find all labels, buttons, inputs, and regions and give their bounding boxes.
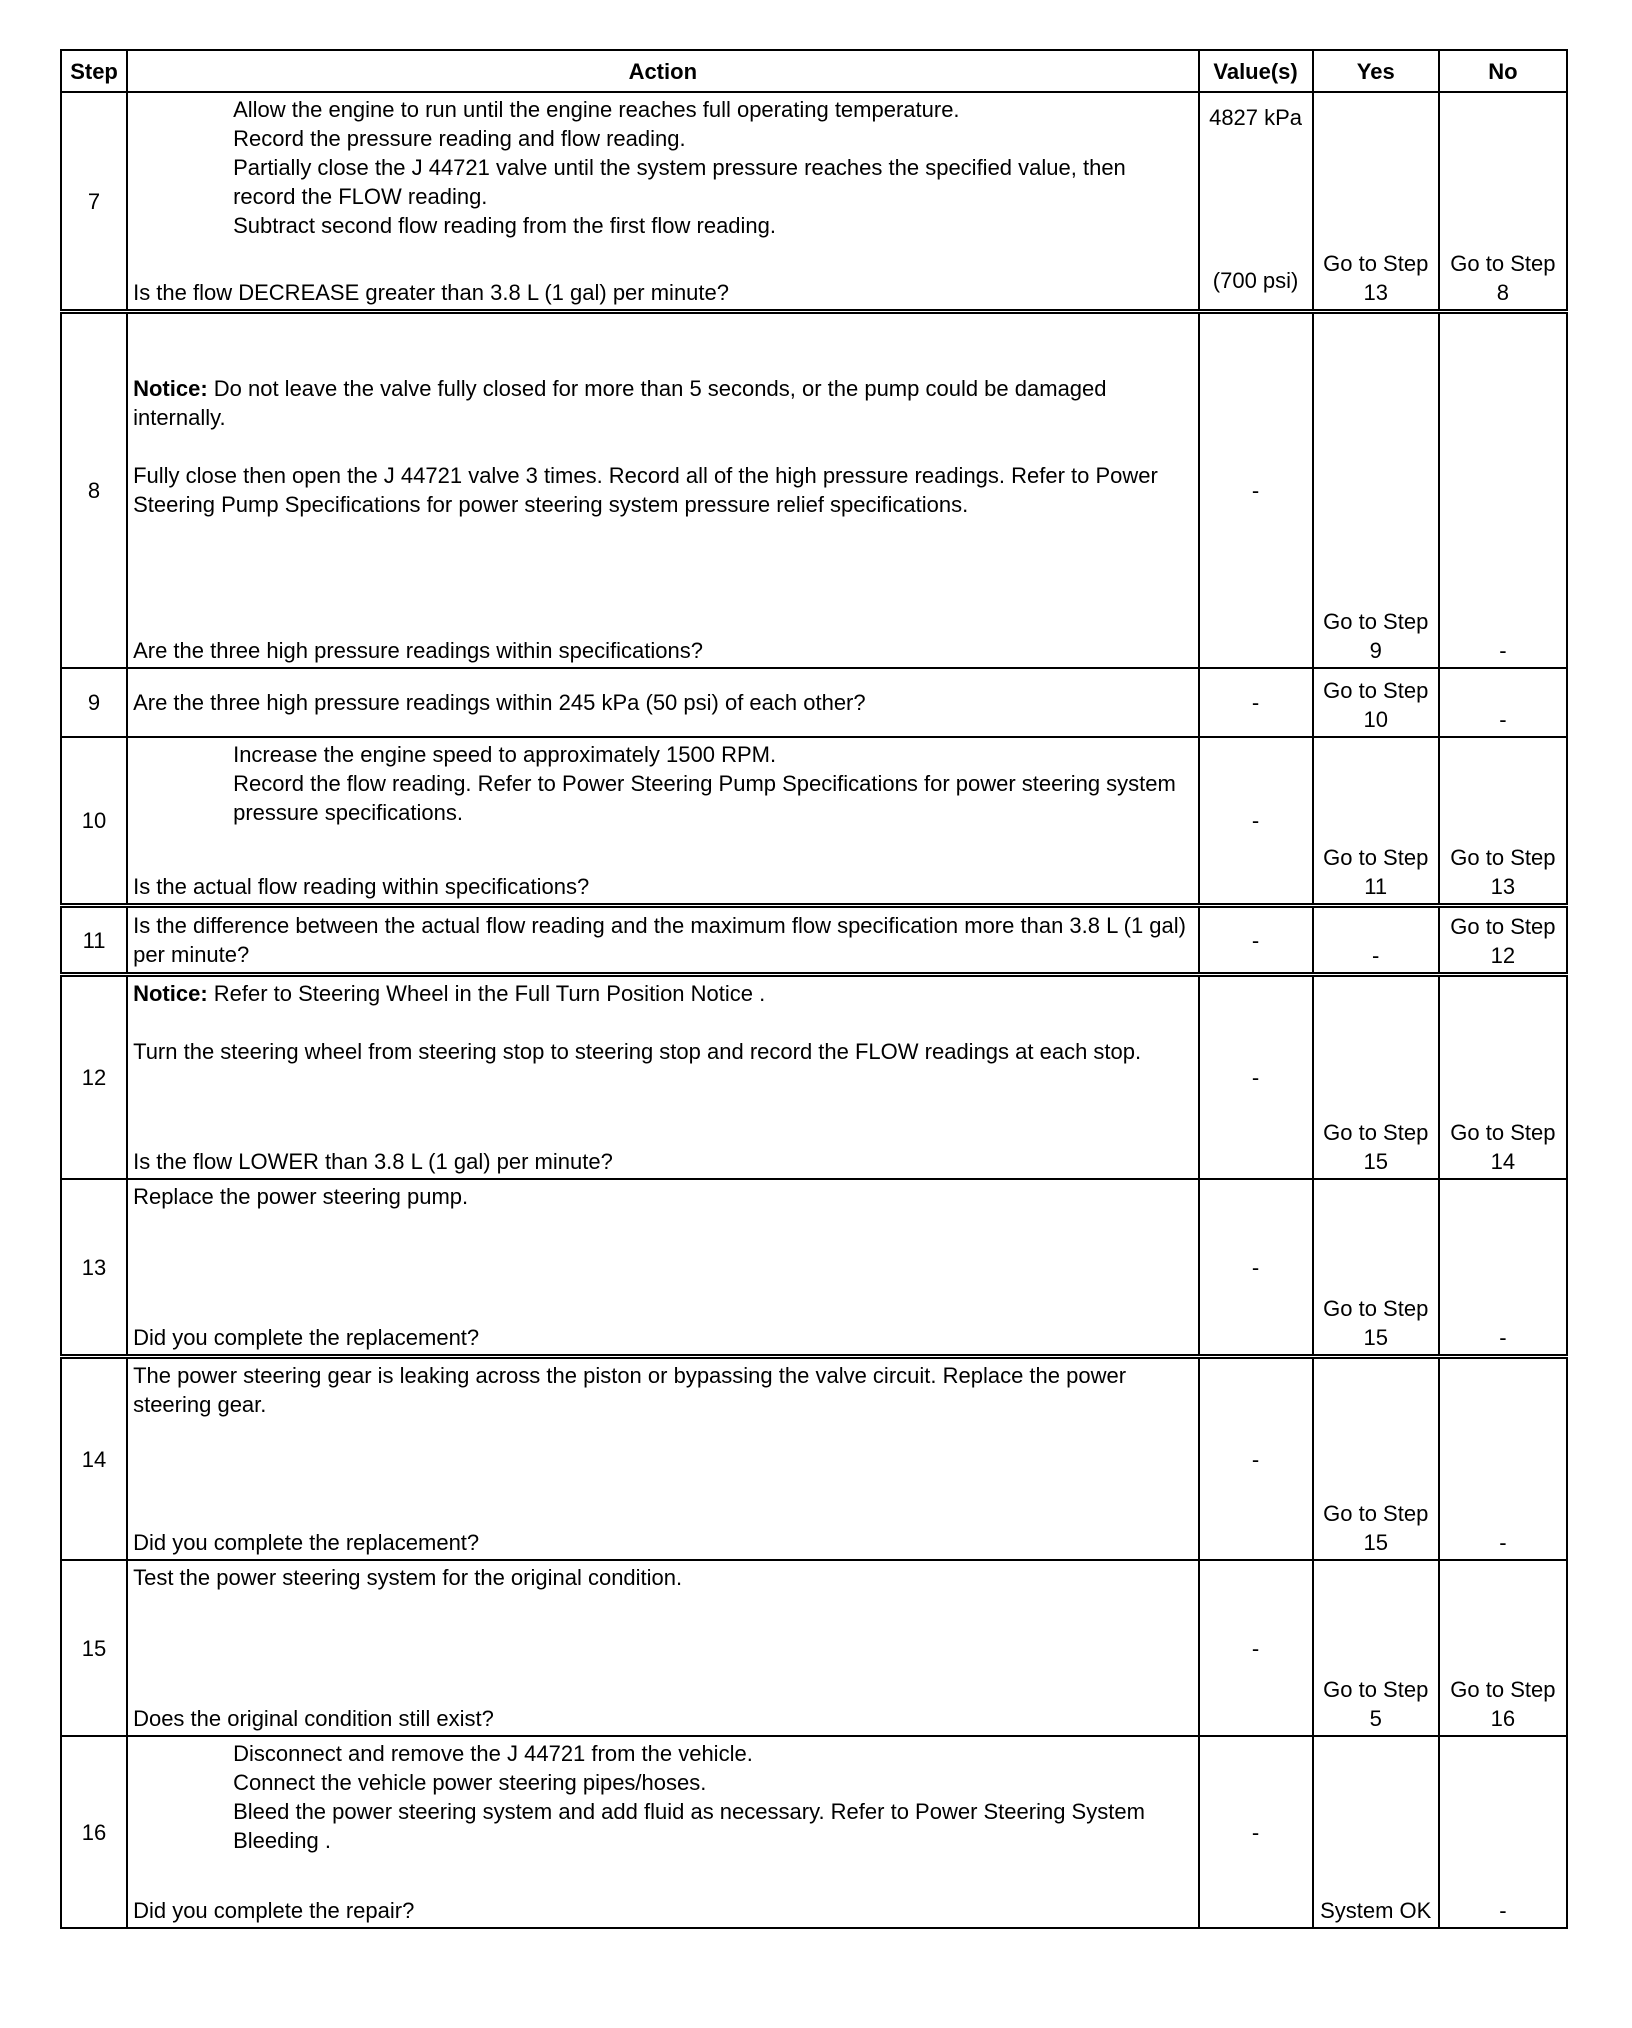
yes-cell: System OK bbox=[1313, 1736, 1439, 1928]
instruction-text: Turn the steering wheel from steering stop to steering stop and record the FLOW readings at each stop. bbox=[133, 1039, 1142, 1064]
procedure-item: Allow the engine to run until the engine reaches full operating temperature. bbox=[233, 97, 960, 122]
value-metric: 4827 kPa bbox=[1209, 105, 1303, 130]
procedure-item: Bleed the power steering system and add fluid as necessary. Refer to Power Steering System Bleeding . bbox=[233, 1799, 1145, 1853]
header-step: Step bbox=[61, 50, 127, 92]
question-text: Did you complete the repair? bbox=[133, 1898, 415, 1923]
value-imperial: (700 psi) bbox=[1212, 268, 1299, 293]
question-text: Did you complete the replacement? bbox=[133, 1325, 480, 1350]
action-cell bbox=[127, 312, 1198, 669]
notice-text: Notice: Refer to Steering Wheel in the Full Turn Position Notice . bbox=[133, 981, 766, 1006]
question-text: Is the difference between the actual flow reading and the maximum flow specification more than 3.8 L (1 gal) per minute? bbox=[127, 906, 1198, 975]
value-cell: - bbox=[1199, 312, 1313, 669]
no-cell: Go to Step 13 bbox=[1439, 737, 1567, 906]
step-number: 10 bbox=[61, 737, 127, 906]
header-no: No bbox=[1439, 50, 1567, 92]
no-cell: - bbox=[1439, 668, 1567, 737]
yes-cell: Go to Step 13 bbox=[1313, 92, 1439, 312]
procedure-item: Record the flow reading. Refer to Power Steering Pump Specifications for power steering system pressure specifications. bbox=[233, 771, 1176, 825]
table-row bbox=[61, 1736, 1567, 1928]
yes-cell: Go to Step 11 bbox=[1313, 737, 1439, 906]
instruction-text: The power steering gear is leaking across the piston or bypassing the valve circuit. Replace the power steering gear. bbox=[133, 1363, 1127, 1417]
procedure-item: Subtract second flow reading from the first flow reading. bbox=[233, 213, 777, 238]
question-text: Is the flow DECREASE greater than 3.8 L (1 gal) per minute? bbox=[133, 280, 730, 305]
value-cell bbox=[1199, 92, 1313, 312]
yes-cell: Go to Step 15 bbox=[1313, 1357, 1439, 1561]
no-cell: - bbox=[1439, 1736, 1567, 1928]
header-yes: Yes bbox=[1313, 50, 1439, 92]
procedure-list bbox=[133, 1739, 1192, 1855]
value-cell: - bbox=[1199, 668, 1313, 737]
value-cell: - bbox=[1199, 1357, 1313, 1561]
no-cell: Go to Step 16 bbox=[1439, 1560, 1567, 1736]
table-row bbox=[61, 668, 1567, 737]
yes-cell: Go to Step 9 bbox=[1313, 312, 1439, 669]
yes-cell: Go to Step 5 bbox=[1313, 1560, 1439, 1736]
procedure-item: Partially close the J 44721 valve until the system pressure reaches the specified value, then record the FLOW reading. bbox=[233, 155, 1126, 209]
question-text: Does the original condition still exist? bbox=[133, 1706, 494, 1731]
procedure-item: Disconnect and remove the J 44721 from the vehicle. bbox=[233, 1741, 753, 1766]
action-cell bbox=[127, 92, 1198, 312]
no-cell: Go to Step 12 bbox=[1439, 906, 1567, 975]
step-number: 11 bbox=[61, 906, 127, 975]
header-row bbox=[61, 50, 1567, 92]
step-number: 13 bbox=[61, 1179, 127, 1357]
instruction-text: Test the power steering system for the original condition. bbox=[133, 1565, 683, 1590]
no-cell: - bbox=[1439, 312, 1567, 669]
step-number: 16 bbox=[61, 1736, 127, 1928]
value-cell: - bbox=[1199, 1179, 1313, 1357]
action-cell bbox=[127, 737, 1198, 906]
instruction-text: Replace the power steering pump. bbox=[133, 1184, 469, 1209]
no-cell: - bbox=[1439, 1179, 1567, 1357]
notice-label: Notice: bbox=[133, 981, 208, 1006]
notice-label: Notice: bbox=[133, 376, 208, 401]
table-row bbox=[61, 92, 1567, 312]
action-cell bbox=[127, 1560, 1198, 1736]
header-action: Action bbox=[127, 50, 1198, 92]
question-text: Are the three high pressure readings within 245 kPa (50 psi) of each other? bbox=[127, 668, 1198, 737]
table-row bbox=[61, 1560, 1567, 1736]
step-number: 12 bbox=[61, 975, 127, 1180]
procedure-item: Connect the vehicle power steering pipes/hoses. bbox=[233, 1770, 707, 1795]
table-row bbox=[61, 906, 1567, 975]
question-text: Are the three high pressure readings within specifications? bbox=[133, 638, 703, 663]
procedure-item: Increase the engine speed to approximately 1500 RPM. bbox=[233, 742, 777, 767]
procedure-list bbox=[133, 740, 1192, 827]
no-cell: Go to Step 8 bbox=[1439, 92, 1567, 312]
value-cell: - bbox=[1199, 906, 1313, 975]
step-number: 8 bbox=[61, 312, 127, 669]
question-text: Is the flow LOWER than 3.8 L (1 gal) per minute? bbox=[133, 1149, 613, 1174]
header-values: Value(s) bbox=[1199, 50, 1313, 92]
value-cell: - bbox=[1199, 1560, 1313, 1736]
instruction-text: Fully close then open the J 44721 valve 3 times. Record all of the high pressure readings. Refer to Power Steering Pump Specifications for power steering system pressure relief specifications. bbox=[133, 463, 1158, 517]
table-row bbox=[61, 1179, 1567, 1357]
notice-text: Notice: Do not leave the valve fully closed for more than 5 seconds, or the pump could be damaged internally. bbox=[133, 376, 1107, 430]
action-cell bbox=[127, 975, 1198, 1180]
no-cell: - bbox=[1439, 1357, 1567, 1561]
step-number: 14 bbox=[61, 1357, 127, 1561]
procedure-item: Record the pressure reading and flow reading. bbox=[233, 126, 686, 151]
step-number: 9 bbox=[61, 668, 127, 737]
value-cell: - bbox=[1199, 737, 1313, 906]
yes-cell: Go to Step 15 bbox=[1313, 1179, 1439, 1357]
table-row bbox=[61, 1357, 1567, 1561]
step-number: 15 bbox=[61, 1560, 127, 1736]
procedure-list bbox=[133, 95, 1192, 240]
action-cell bbox=[127, 1736, 1198, 1928]
table-row bbox=[61, 975, 1567, 1180]
question-text: Is the actual flow reading within specifications? bbox=[133, 874, 590, 899]
no-cell: Go to Step 14 bbox=[1439, 975, 1567, 1180]
table-row bbox=[61, 312, 1567, 669]
yes-cell: Go to Step 10 bbox=[1313, 668, 1439, 737]
yes-cell: - bbox=[1313, 906, 1439, 975]
value-cell: - bbox=[1199, 975, 1313, 1180]
yes-cell: Go to Step 15 bbox=[1313, 975, 1439, 1180]
action-cell bbox=[127, 1179, 1198, 1357]
question-text: Did you complete the replacement? bbox=[133, 1530, 480, 1555]
value-cell: - bbox=[1199, 1736, 1313, 1928]
action-cell bbox=[127, 1357, 1198, 1561]
step-number: 7 bbox=[61, 92, 127, 312]
table-row bbox=[61, 737, 1567, 906]
diagnostic-table bbox=[60, 49, 1568, 1929]
